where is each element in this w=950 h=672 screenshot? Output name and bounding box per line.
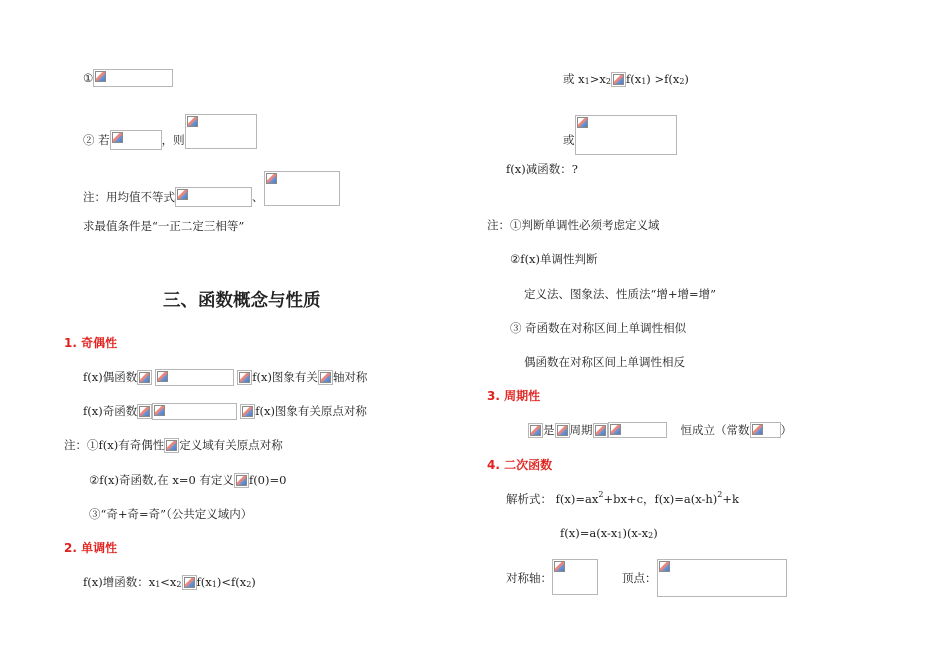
or-text: ) <box>684 72 689 86</box>
note-domain-text: 注：①判断单调性必须考虑定义域 <box>487 218 660 232</box>
subscript: 1 <box>211 580 217 589</box>
section-title <box>163 290 321 312</box>
expression-text: )(x-x <box>622 526 649 540</box>
paren-text: ） <box>780 423 792 437</box>
line-4 <box>83 217 244 233</box>
expression-text: 解析式： f(x)=ax <box>506 492 599 506</box>
subscript: 2 <box>605 77 611 86</box>
increasing-text: f(x)增函数：x <box>83 575 156 589</box>
holds-text: 恒成立（常数 <box>680 423 750 437</box>
line-even <box>83 368 367 384</box>
expression-text: f(x)=a(x-x <box>560 526 618 540</box>
note-3 <box>89 505 252 521</box>
odd-defined-at-zero-text: ②f(x)奇函数,在 x=0 有定义 <box>89 473 234 487</box>
or-text: 或 x <box>563 72 585 86</box>
formula-image-placeholder <box>185 114 257 149</box>
formula-image-placeholder <box>234 473 249 488</box>
or-text: >x <box>589 72 606 86</box>
formula-image-placeholder <box>528 423 543 438</box>
formula-image-placeholder <box>608 422 667 438</box>
increasing-text: ) <box>251 575 256 589</box>
formula-image-placeholder <box>93 69 173 87</box>
odd-monotonic-text: ③ 奇函数在对称区间上单调性相似 <box>510 321 687 335</box>
formula-image-placeholder <box>175 187 252 207</box>
odd-function-text: f(x)奇函数 <box>83 404 138 418</box>
line-forms-2 <box>560 524 658 540</box>
section-title-text: 三、函数概念与性质 <box>163 291 321 311</box>
formula-image-placeholder <box>552 559 598 595</box>
heading-parity-text: 1. 奇偶性 <box>64 335 118 350</box>
superscript: 2 <box>598 490 604 499</box>
formula-image-placeholder <box>318 370 333 385</box>
vertex-label: 顶点： <box>622 571 657 585</box>
formula-image-placeholder <box>750 422 781 438</box>
formula-image-placeholder <box>137 404 152 419</box>
heading-periodicity <box>487 387 540 403</box>
subscript: 2 <box>648 531 654 540</box>
note-r1 <box>487 216 660 232</box>
or-text: 或 <box>563 133 575 147</box>
note-r3 <box>524 285 716 301</box>
line-period <box>528 421 792 437</box>
axis-symmetry-text: 轴对称 <box>332 370 368 384</box>
line-1 <box>83 69 173 85</box>
heading-parity <box>64 334 117 350</box>
heading-monotonicity-text: 2. 单调性 <box>64 540 118 555</box>
f0-equals-0-text: f(0)=0 <box>248 473 287 487</box>
formula-image-placeholder <box>152 403 237 420</box>
line-or-1 <box>563 70 689 86</box>
increasing-text: f(x <box>196 575 212 589</box>
or-text: ) >f(x <box>646 72 680 86</box>
formula-image-placeholder <box>611 72 626 87</box>
decreasing-text: f(x)减函数：? <box>506 162 578 176</box>
text-if: ② 若 <box>83 133 110 147</box>
formula-image-placeholder <box>264 171 340 206</box>
heading-quadratic-text: 4. 二次函数 <box>487 457 553 472</box>
line-axis-vertex <box>506 569 787 585</box>
line-forms-1 <box>506 490 739 506</box>
is-text: 是 <box>543 423 555 437</box>
formula-image-placeholder <box>657 559 787 597</box>
expression-text: +k <box>722 492 739 506</box>
subscript: 2 <box>679 77 685 86</box>
subscript: 2 <box>176 580 182 589</box>
subscript: 1 <box>584 77 590 86</box>
text-note-mean-inequality: 注：用均值不等式 <box>83 190 175 204</box>
note-2 <box>89 471 286 487</box>
formula-image-placeholder <box>593 423 608 438</box>
axis-of-symmetry-label: 对称轴： <box>506 571 552 585</box>
methods-text: 定义法、图象法、性质法“增+增=增” <box>524 287 717 301</box>
line-odd <box>83 402 367 418</box>
text-then: ，则 <box>161 133 185 147</box>
note-1 <box>64 436 283 452</box>
line-2 <box>83 114 257 147</box>
line-increasing <box>83 573 256 589</box>
even-function-text: f(x)偶函数 <box>83 370 138 384</box>
formula-image-placeholder <box>137 370 152 385</box>
subscript: 2 <box>246 580 252 589</box>
formula-image-placeholder <box>237 370 252 385</box>
note-r5 <box>524 353 685 369</box>
heading-monotonicity <box>64 539 117 555</box>
odd-plus-odd-text: ③“奇+奇=奇”（公共定义域内） <box>89 507 253 521</box>
line-decreasing <box>506 160 578 176</box>
subscript: 1 <box>617 531 623 540</box>
line-3 <box>83 171 340 204</box>
period-text: 周期 <box>569 423 593 437</box>
subscript: 1 <box>641 77 647 86</box>
odd-graph-text: f(x)图象有关原点对称 <box>255 404 367 418</box>
circled-one: ① <box>83 71 94 85</box>
formula-image-placeholder <box>555 423 570 438</box>
expression-text: +bx+c，f(x)=a(x-h) <box>603 492 718 506</box>
note-r4 <box>510 319 686 335</box>
formula-image-placeholder <box>110 130 162 150</box>
note-r2 <box>510 250 598 266</box>
increasing-text: <x <box>160 575 177 589</box>
increasing-text: )<f(x <box>216 575 247 589</box>
formula-image-placeholder <box>240 404 255 419</box>
formula-image-placeholder <box>575 115 677 155</box>
expression-text: ) <box>653 526 658 540</box>
heading-periodicity-text: 3. 周期性 <box>487 388 541 403</box>
line-or-2 <box>563 115 677 147</box>
subscript: 1 <box>155 580 161 589</box>
text-comma: 、 <box>252 190 264 204</box>
formula-image-placeholder <box>155 369 234 386</box>
or-text: f(x <box>625 72 642 86</box>
even-monotonic-text: 偶函数在对称区间上单调性相反 <box>524 355 685 369</box>
monotonic-judge-text: ②f(x)单调性判断 <box>510 252 598 266</box>
heading-quadratic <box>487 456 552 472</box>
superscript: 2 <box>717 490 723 499</box>
even-graph-text: f(x)图象有关 <box>252 370 318 384</box>
formula-image-placeholder <box>164 438 179 453</box>
formula-image-placeholder <box>182 575 197 590</box>
extremum-condition-text: 求最值条件是“一正二定三相等” <box>83 219 245 233</box>
note-parity-text: 注：①f(x)有奇偶性 <box>64 438 165 452</box>
domain-symmetric-text: 定义域有关原点对称 <box>179 438 283 452</box>
